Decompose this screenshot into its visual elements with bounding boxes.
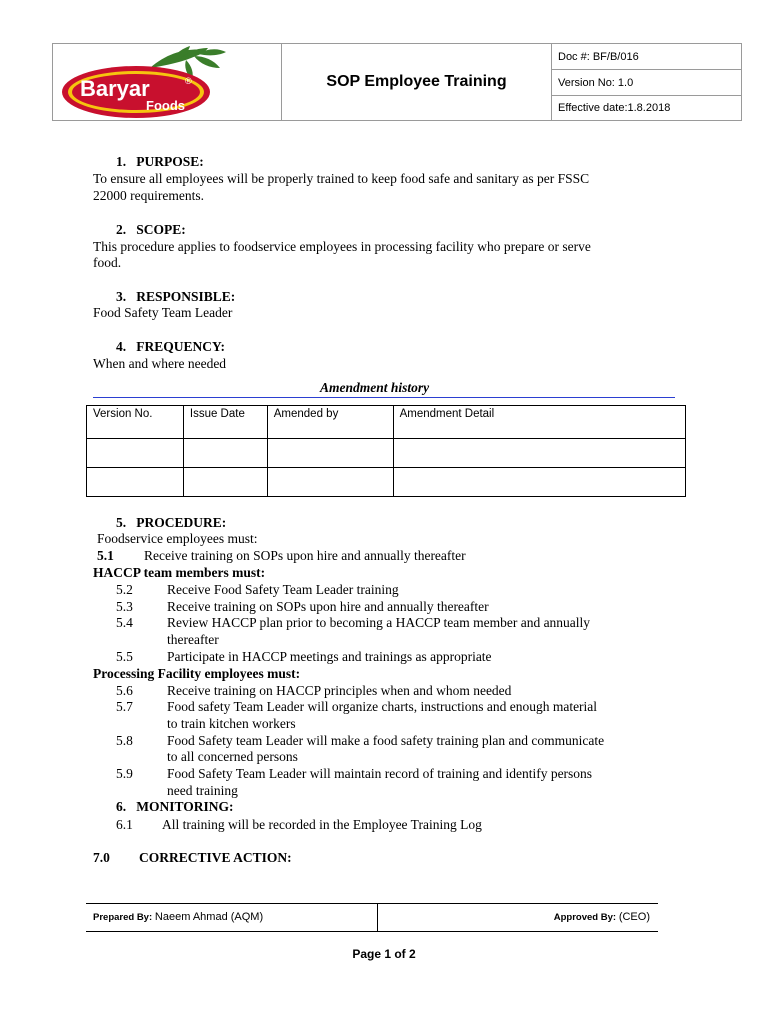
item-text: Receive Food Safety Team Leader training	[167, 582, 399, 597]
table-cell	[393, 439, 685, 468]
table-row	[87, 439, 686, 468]
document-header	[52, 43, 742, 121]
scope-line-1: This procedure applies to foodservice employees in processing facility who prepare or serve	[93, 239, 591, 254]
processing-heading: Processing Facility employees must:	[93, 666, 301, 681]
document-title: SOP Employee Training	[281, 43, 552, 121]
item-number: 5.4	[116, 615, 133, 630]
item-number: 5.1	[97, 548, 114, 563]
corrective-number: 7.0	[93, 850, 110, 865]
approved-label: Approved By:	[553, 912, 617, 923]
approved-by	[554, 911, 650, 923]
purpose-line-2: 22000 requirements.	[93, 188, 204, 203]
table-cell	[87, 468, 184, 497]
page-number: Page 1 of 2	[352, 947, 416, 961]
item-text: All training will be recorded in the Employee Training Log	[162, 817, 482, 832]
item-text: Food Safety team Leader will make a food safety training plan and communicate	[167, 733, 605, 748]
amendment-table	[86, 405, 686, 497]
item-text: Participate in HACCP meetings and trainings as appropriate	[167, 649, 492, 664]
item-number: 5.9	[116, 766, 133, 781]
approved-value: (CEO)	[618, 911, 650, 923]
item-number: 5.2	[116, 582, 133, 597]
corrective-heading: CORRECTIVE ACTION:	[139, 850, 292, 865]
purpose-line-1: To ensure all employees will be properly trained to keep food safe and sanitary as per FSSC	[93, 171, 590, 186]
col-header-amended-by: Amended by	[267, 406, 393, 439]
item-text: Receive training on SOPs upon hire and annually thereafter	[167, 599, 489, 614]
procedure-heading: 5. PROCEDURE:	[116, 515, 227, 530]
prepared-value: Naeem Ahmad (AQM)	[154, 911, 264, 923]
amendment-rule	[93, 397, 675, 398]
scope-heading: 2. SCOPE:	[116, 222, 186, 237]
version-number: Version No: 1.0	[551, 69, 742, 96]
item-text: Receive training on HACCP principles when and whom needed	[167, 683, 512, 698]
col-header-version: Version No.	[87, 406, 184, 439]
doc-number: Doc #: BF/B/016	[551, 43, 742, 70]
logo-cell	[52, 43, 282, 121]
table-cell	[267, 468, 393, 497]
prepared-by	[93, 911, 263, 923]
footer-divider	[377, 904, 378, 931]
frequency-text: When and where needed	[93, 356, 227, 371]
item-text: Food safety Team Leader will organize charts, instructions and enough material	[167, 699, 598, 714]
item-number: 5.8	[116, 733, 133, 748]
table-cell	[393, 468, 685, 497]
item-text-continued: need training	[167, 783, 238, 798]
col-header-amendment-detail: Amendment Detail	[393, 406, 685, 439]
effective-date: Effective date:1.8.2018	[551, 95, 742, 121]
baryar-foods-logo	[58, 46, 238, 120]
item-text-continued: to all concerned persons	[167, 749, 298, 764]
procedure-intro: Foodservice employees must:	[97, 531, 258, 546]
table-row	[87, 468, 686, 497]
haccp-heading: HACCP team members must:	[93, 565, 266, 580]
frequency-heading: 4. FREQUENCY:	[116, 339, 226, 354]
table-cell	[267, 439, 393, 468]
item-number: 5.6	[116, 683, 133, 698]
monitoring-heading: 6. MONITORING:	[116, 799, 234, 814]
responsible-text: Food Safety Team Leader	[93, 305, 233, 320]
item-text-continued: to train kitchen workers	[167, 716, 296, 731]
responsible-heading: 3. RESPONSIBLE:	[116, 289, 236, 304]
item-text: Review HACCP plan prior to becoming a HACCP team member and annually	[167, 615, 591, 630]
logo-brand-text: Baryar	[80, 76, 150, 101]
registered-mark: ®	[185, 76, 192, 86]
item-text: Food Safety Team Leader will maintain record of training and identify persons	[167, 766, 593, 781]
table-cell	[87, 439, 184, 468]
table-header-row	[87, 406, 686, 439]
amendment-title: Amendment history	[320, 380, 430, 395]
table-cell	[183, 439, 267, 468]
purpose-heading: 1. PURPOSE:	[116, 154, 204, 169]
item-number: 5.5	[116, 649, 133, 664]
item-number: 5.3	[116, 599, 133, 614]
table-cell	[183, 468, 267, 497]
col-header-issue-date: Issue Date	[183, 406, 267, 439]
prepared-label: Prepared By:	[93, 912, 153, 923]
item-number: 5.7	[116, 699, 133, 714]
item-number: 6.1	[116, 817, 133, 832]
signature-footer	[86, 903, 658, 932]
logo-sub-text: Foods	[146, 98, 185, 113]
scope-line-2: food.	[93, 255, 122, 270]
item-text: Receive training on SOPs upon hire and annually thereafter	[144, 548, 466, 563]
item-text-continued: thereafter	[167, 632, 219, 647]
